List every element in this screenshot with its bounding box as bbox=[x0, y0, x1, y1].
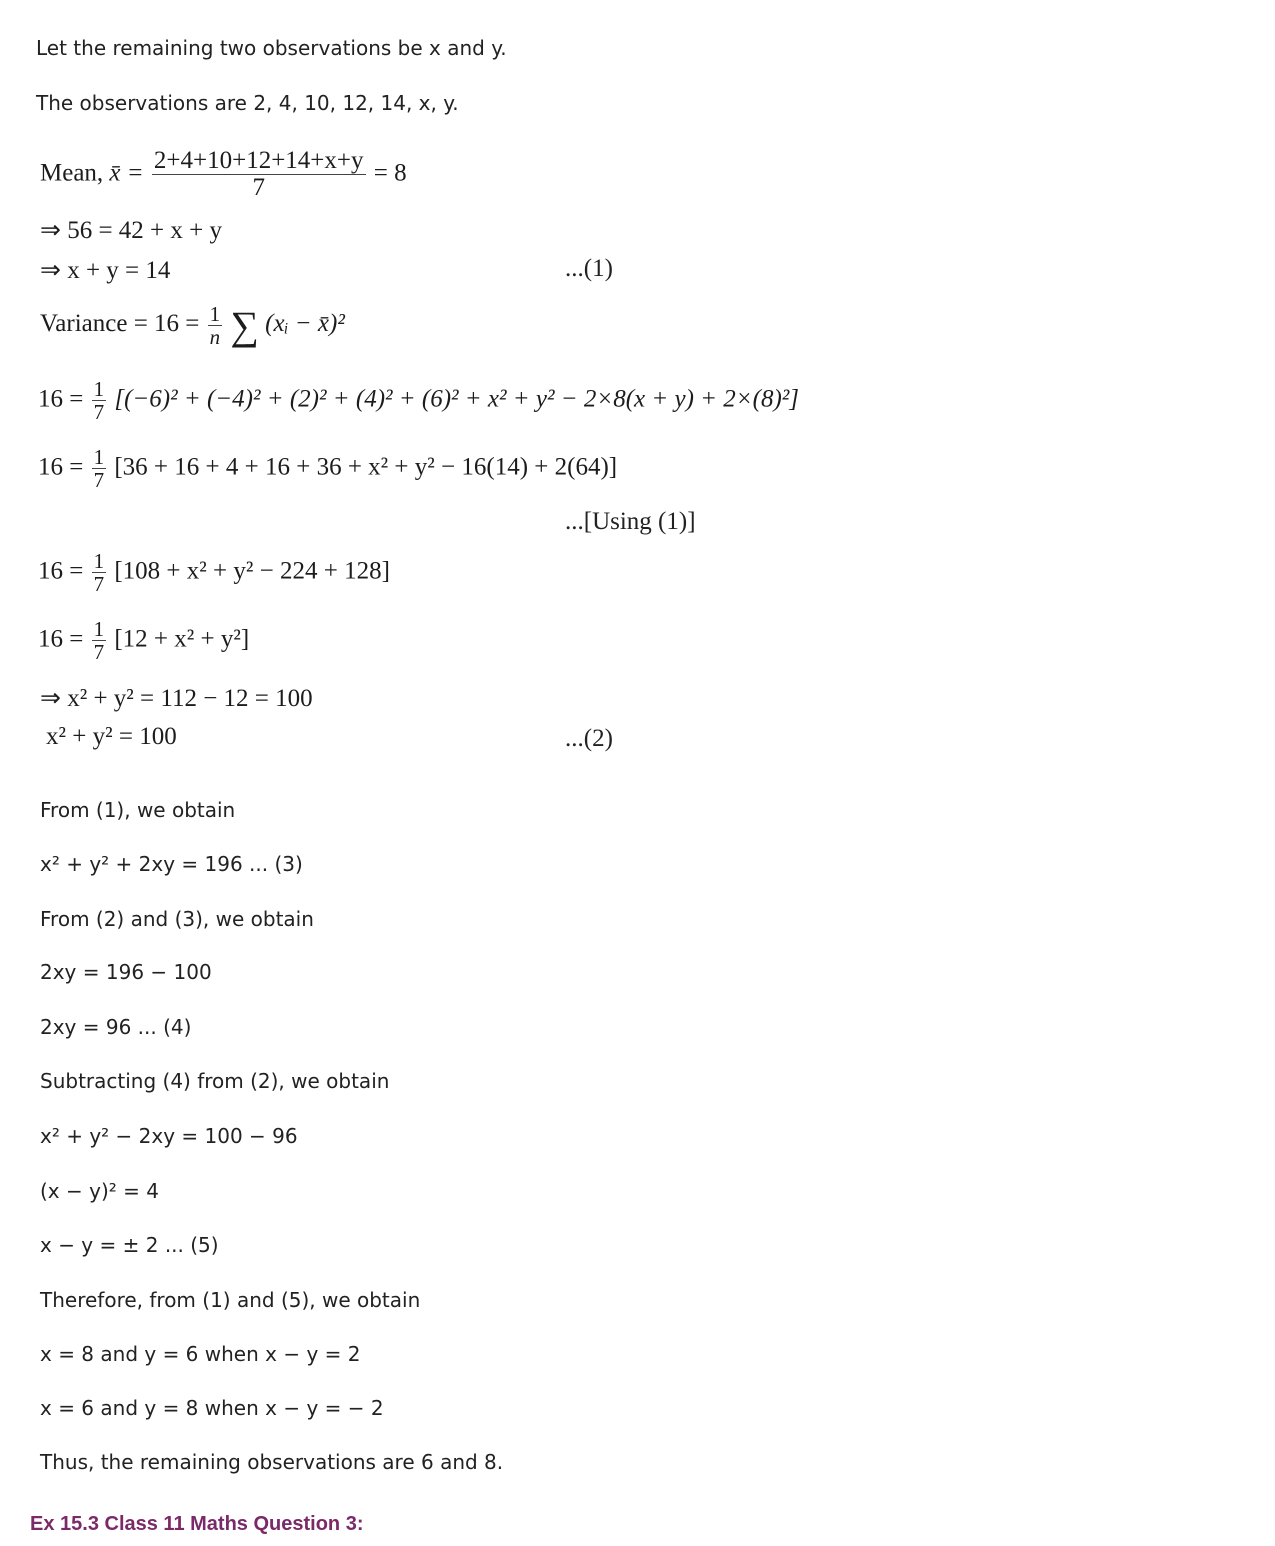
variance-n: n bbox=[209, 325, 221, 349]
lhs-16: 16 = bbox=[38, 385, 84, 413]
variance-line-5: ⇒ x² + y² = 112 − 12 = 100 bbox=[40, 685, 313, 712]
mean-numerator: 2+4+10+12+14+x+y bbox=[153, 147, 364, 174]
step-text: From (2) and (3), we obtain bbox=[40, 907, 314, 931]
variance-line-3-body: [108 + x² + y² − 224 + 128] bbox=[114, 557, 390, 585]
intro-line-1: Let the remaining two observations be x and y. bbox=[36, 36, 507, 60]
lhs-16: 16 = bbox=[38, 453, 84, 481]
variance-line-4-body: [12 + x² + y²] bbox=[114, 625, 250, 653]
intro-line-2: The observations are 2, 4, 10, 12, 14, x, y. bbox=[36, 91, 459, 115]
question-heading[interactable]: Ex 15.3 Class 11 Maths Question 3: bbox=[30, 1513, 364, 1535]
variance-line-2 bbox=[38, 446, 617, 491]
step-text: x² + y² + 2xy = 196 ... (3) bbox=[40, 852, 303, 876]
denominator-7: 7 bbox=[93, 640, 105, 665]
step-56: ⇒ 56 = 42 + x + y bbox=[40, 217, 222, 244]
variance-line-6: x² + y² = 100 bbox=[46, 723, 177, 750]
sigma-icon: ∑ bbox=[230, 303, 259, 348]
mean-result: = 8 bbox=[373, 159, 407, 187]
denominator-7: 7 bbox=[93, 572, 105, 597]
denominator-7: 7 bbox=[93, 468, 105, 493]
step-text: x = 8 and y = 6 when x − y = 2 bbox=[40, 1342, 361, 1366]
variance-line-1 bbox=[38, 378, 799, 423]
variance-line-4 bbox=[38, 618, 249, 663]
equation-tag-1: ...(1) bbox=[565, 255, 613, 282]
step-text: x − y = ± 2 ... (5) bbox=[40, 1233, 219, 1257]
mean-denominator: 7 bbox=[252, 174, 265, 202]
mean-fraction bbox=[152, 148, 366, 202]
numerator-1: 1 bbox=[93, 377, 105, 401]
numerator-1: 1 bbox=[93, 445, 105, 469]
variance-fraction bbox=[208, 303, 223, 348]
numerator-1: 1 bbox=[93, 549, 105, 573]
fraction-1-7 bbox=[92, 550, 107, 595]
variance-line-2-body: [36 + 16 + 4 + 16 + 36 + x² + y² − 16(14) + 2(64)] bbox=[114, 453, 618, 481]
fraction-1-7 bbox=[92, 446, 107, 491]
numerator-1: 1 bbox=[93, 617, 105, 641]
step-text: 2xy = 96 ... (4) bbox=[40, 1015, 192, 1039]
variance-label: Variance = 16 = bbox=[40, 310, 200, 338]
step-text: (x − y)² = 4 bbox=[40, 1179, 159, 1203]
mean-symbol: x̄ = bbox=[109, 159, 144, 187]
variance-line-1-body: [(−6)² + (−4)² + (2)² + (4)² + (6)² + x² + y² − 2×8(x + y) + 2×(8)²] bbox=[114, 385, 800, 413]
step-text: Thus, the remaining observations are 6 and 8. bbox=[40, 1450, 504, 1474]
step-text: 2xy = 196 − 100 bbox=[40, 960, 212, 984]
lhs-16: 16 = bbox=[38, 625, 84, 653]
step-text: Therefore, from (1) and (5), we obtain bbox=[40, 1288, 421, 1312]
equation-tag-2: ...(2) bbox=[565, 725, 613, 752]
mean-equation bbox=[40, 148, 407, 202]
using-1-tag: ...[Using (1)] bbox=[565, 508, 696, 535]
step-text: Subtracting (4) from (2), we obtain bbox=[40, 1069, 390, 1093]
fraction-1-7 bbox=[92, 618, 107, 663]
denominator-7: 7 bbox=[93, 400, 105, 425]
mean-label: Mean, bbox=[40, 159, 104, 187]
variance-term: (xᵢ − x̄)² bbox=[265, 310, 345, 338]
variance-one: 1 bbox=[209, 301, 221, 326]
step-sum-14: ⇒ x + y = 14 bbox=[40, 257, 171, 284]
step-text: x² + y² − 2xy = 100 − 96 bbox=[40, 1124, 298, 1148]
step-text: x = 6 and y = 8 when x − y = − 2 bbox=[40, 1396, 384, 1420]
variance-line-3 bbox=[38, 550, 390, 595]
variance-definition bbox=[40, 302, 345, 349]
step-text: From (1), we obtain bbox=[40, 798, 236, 822]
fraction-1-7 bbox=[92, 378, 107, 423]
lhs-16: 16 = bbox=[38, 557, 84, 585]
